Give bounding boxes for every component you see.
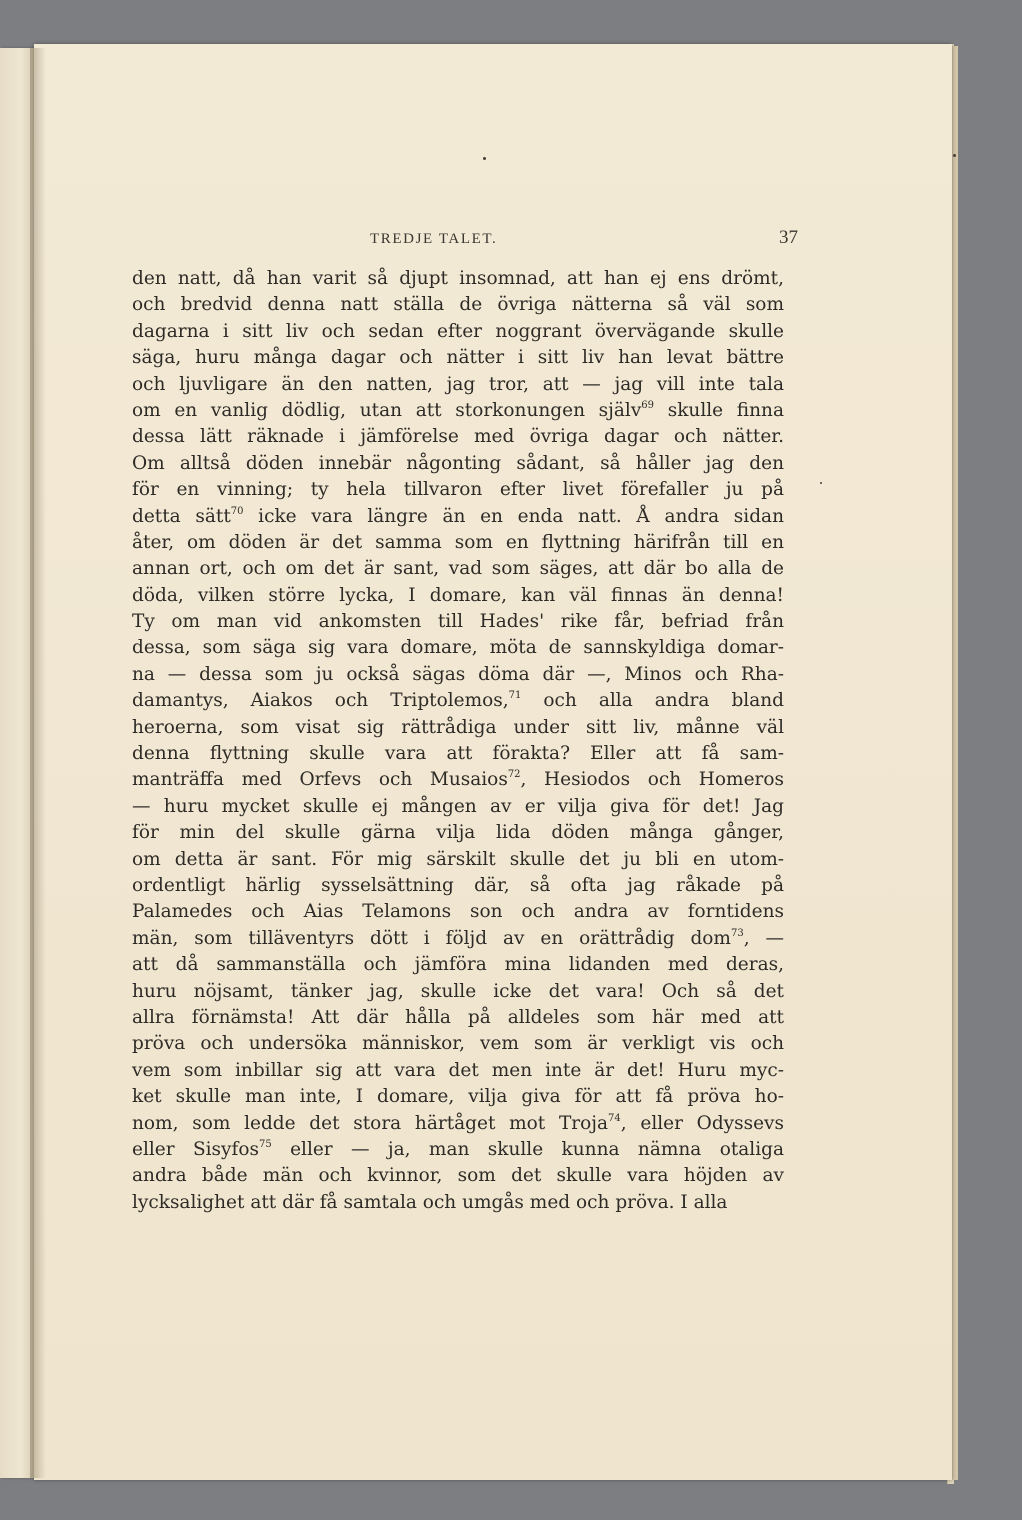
line-text: Om alltså döden innebär någonting sådant, så håller jag den: [132, 452, 784, 474]
text-line: [132, 504, 784, 530]
line-text: — huru mycket skulle ej mången av er vilja giva för det! Jag: [132, 795, 784, 817]
text-line: [132, 372, 784, 398]
line-text: döda, vilken större lycka, I domare, kan väl finnas än denna!: [132, 584, 784, 606]
ink-speck: [483, 157, 486, 160]
line-text: dessa lätt räknade i jämförelse med övriga dagar och nätter.: [132, 426, 784, 448]
text-line: [132, 1005, 784, 1031]
text-line: [132, 266, 784, 292]
left-page-edge: [0, 48, 34, 1478]
footnote-marker: 73: [730, 927, 744, 939]
line-text: detta sätt: [132, 505, 231, 527]
text-line: [132, 1111, 784, 1137]
gutter-shadow: [30, 48, 46, 1478]
line-text: Ty om man vid ankomsten till Hades' rike får, befriad från: [132, 611, 784, 633]
text-line: [132, 767, 784, 793]
line-text-continued: , eller Odyssevs: [620, 1112, 785, 1134]
text-line: [132, 662, 784, 688]
text-line: [132, 556, 784, 582]
text-line: [132, 1163, 784, 1189]
line-text: huru nöjsamt, tänker jag, skulle icke det vara! Och så det: [132, 980, 784, 1002]
line-text: om detta är sant. För mig särskilt skulle det ju bli en utom-: [132, 848, 784, 870]
line-text-continued: eller — ja, man skulle kunna nämna otaliga: [271, 1138, 785, 1160]
text-line: [132, 345, 784, 371]
text-line: [132, 688, 784, 714]
line-text: annan ort, och om det är sant, vad som säges, att där bo alla de: [132, 558, 784, 580]
footnote-marker: 74: [608, 1112, 621, 1124]
line-text: eller Sisyfos: [132, 1138, 259, 1160]
text-line: [132, 1137, 784, 1163]
line-text: åter, om döden är det samma som en flyttning härifrån till en: [132, 531, 784, 553]
page-number: 37: [779, 227, 798, 248]
text-line: [132, 583, 784, 609]
line-text: den natt, då han varit så djupt insomnad, att han ej ens drömt,: [132, 268, 784, 289]
ink-speck: [953, 154, 956, 157]
text-line: [132, 424, 784, 450]
text-line: [132, 1190, 784, 1216]
line-text: na — dessa som ju också sägas döma där —, Minos och Rha-: [132, 663, 784, 685]
text-line: [132, 1031, 784, 1057]
line-text: ordentligt härlig sysselsättning där, så ofta jag råkade på: [132, 874, 784, 896]
line-text: för en vinning; ty hela tillvaron efter livet förefaller ju på: [132, 479, 784, 501]
line-text: för min del skulle gärna vilja lida döden många gånger,: [132, 822, 784, 844]
line-text: nom, som ledde det stora härtåget mot Troja: [132, 1112, 609, 1134]
footnote-marker: 75: [258, 1138, 272, 1150]
text-line: [132, 609, 784, 635]
text-line: [132, 319, 784, 345]
text-line: [132, 899, 784, 925]
line-text: ket skulle man inte, I domare, vilja giva för att få pröva ho-: [132, 1086, 784, 1108]
line-text: damantys, Aiakos och Triptolemos,: [132, 690, 509, 712]
text-line: [132, 820, 784, 846]
line-text: manträffa med Orfevs och Musaios: [132, 769, 508, 791]
line-text: Palamedes och Aias Telamons son och andra av forntidens: [132, 901, 784, 923]
line-text: allra förnämsta! Att där hålla på alldeles som här med att: [132, 1006, 784, 1028]
page-edge: [952, 46, 958, 1480]
text-line: [132, 873, 784, 899]
line-text: och bredvid denna natt ställa de övriga nätterna så väl som: [132, 294, 784, 316]
text-line: [132, 1084, 784, 1110]
line-text-continued: , —: [743, 927, 784, 949]
text-line: [132, 794, 784, 820]
text-line: [132, 979, 784, 1005]
line-text: män, som tilläventyrs dött i följd av en orättrådig dom: [132, 927, 731, 949]
text-line: [132, 635, 784, 661]
text-line: [132, 847, 784, 873]
line-text: dessa, som säga sig vara domare, möta de sannskyldiga domar-: [132, 637, 784, 659]
line-text: pröva och undersöka människor, vem som är verkligt vis och: [132, 1033, 784, 1055]
text-line: [132, 715, 784, 741]
line-text-continued: och alla andra bland: [521, 690, 784, 712]
line-text: denna flyttning skulle vara att förakta? Eller att få sam-: [132, 743, 784, 765]
ink-speck: [820, 482, 822, 484]
running-head: [34, 227, 952, 255]
body-text: [132, 266, 784, 1216]
text-line: [132, 398, 784, 424]
text-line: [132, 1058, 784, 1084]
line-text: lycksalighet att där få samtala och umgås med och pröva. I alla: [132, 1191, 728, 1213]
book-page: [34, 44, 952, 1480]
line-text: att då sammanställa och jämföra mina lidanden med deras,: [132, 954, 784, 976]
line-text-continued: , Hesiodos och Homeros: [520, 769, 784, 791]
text-line: [132, 292, 784, 318]
text-line: [132, 741, 784, 767]
line-text: säga, huru många dagar och nätter i sitt liv han levat bättre: [132, 347, 784, 369]
line-text: vem som inbillar sig att vara det men inte är det! Huru myc-: [132, 1059, 784, 1081]
footnote-marker: 69: [641, 399, 655, 411]
footnote-marker: 71: [508, 690, 522, 702]
text-line: [132, 451, 784, 477]
line-text: och ljuvligare än den natten, jag tror, att — jag vill inte tala: [132, 373, 784, 395]
text-line: [132, 952, 784, 978]
footnote-marker: 72: [507, 769, 521, 781]
line-text: heroerna, som visat sig rättrådiga under sitt liv, månne väl: [132, 716, 784, 738]
text-line: [132, 530, 784, 556]
text-line: [132, 926, 784, 952]
line-text-continued: skulle finna: [654, 399, 784, 421]
line-text: andra både män och kvinnor, som det skulle vara höjden av: [132, 1165, 784, 1187]
text-line: [132, 477, 784, 503]
running-title: TREDJE TALET.: [370, 231, 498, 247]
line-text: dagarna i sitt liv och sedan efter noggrant övervägande skulle: [132, 320, 784, 342]
line-text: om en vanlig dödlig, utan att storkonungen själv: [132, 399, 642, 421]
line-text-continued: icke vara längre än en enda natt. Å andra sidan: [243, 505, 784, 527]
footnote-marker: 70: [230, 505, 244, 517]
